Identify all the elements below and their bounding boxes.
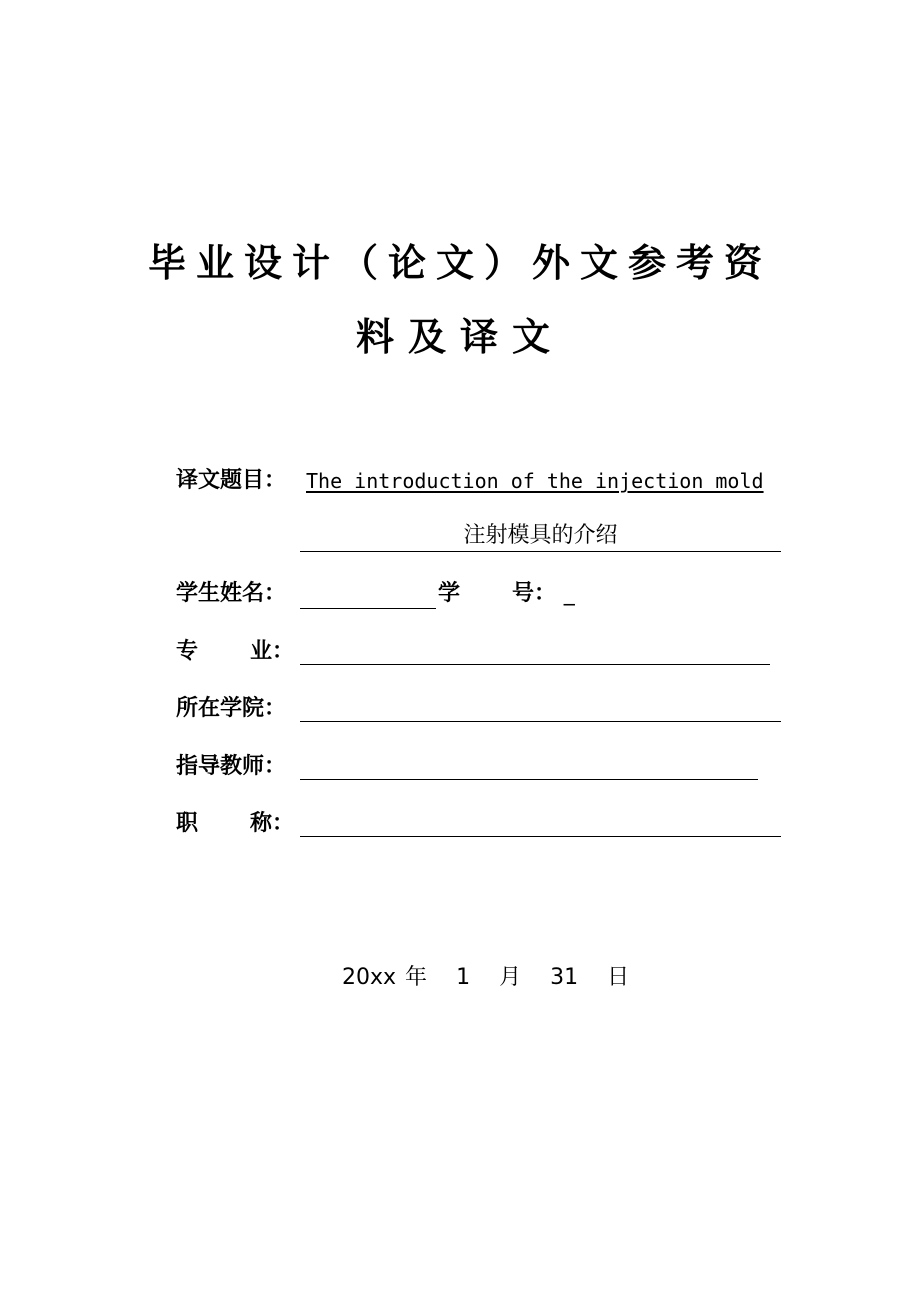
translation-title-chinese: 注射模具的介绍: [300, 521, 781, 552]
student-id-label-part1: 学: [438, 581, 461, 606]
rank-field[interactable]: [300, 806, 781, 837]
college-label: 所在学院：: [176, 696, 287, 721]
major-label-wrap: [250, 636, 294, 668]
student-name-field[interactable]: [300, 578, 436, 609]
date-month: 1: [456, 965, 471, 990]
student-name-row: [176, 578, 286, 610]
date-day: 31: [550, 965, 579, 990]
student-name-label: 学生姓名：: [176, 581, 287, 606]
major-label-part1: 专: [176, 639, 199, 664]
date-day-unit: 日: [607, 965, 630, 990]
major-label-part2: 业：: [250, 639, 295, 664]
rank-label-wrap: [250, 808, 294, 840]
student-id-label-part2: 号：: [512, 581, 557, 606]
advisor-field[interactable]: [300, 749, 758, 780]
major-field[interactable]: [300, 634, 770, 665]
date-year: 20xx: [342, 965, 397, 990]
rank-row: [176, 808, 198, 840]
translation-title-english: The introduction of the injection mold: [306, 469, 764, 493]
date-line: [342, 962, 629, 994]
advisor-row: [176, 751, 286, 783]
student-id-label-wrap: [438, 578, 460, 610]
student-id-field[interactable]: _: [563, 581, 575, 606]
document-title-line-1: 毕业设计（论文）外文参考资: [147, 241, 772, 285]
date-year-unit: 年: [405, 965, 428, 990]
college-field[interactable]: [300, 691, 781, 722]
major-row: [176, 636, 198, 668]
rank-label-part2: 称：: [250, 811, 295, 836]
college-row: [176, 693, 286, 725]
advisor-label: 指导教师：: [176, 754, 287, 779]
translation-title-label: 译文题目：: [176, 468, 287, 493]
document-title-line-2: 料及译文: [355, 315, 564, 359]
rank-label-part1: 职: [176, 811, 199, 836]
translation-title-row: [176, 465, 286, 497]
date-month-unit: 月: [499, 965, 522, 990]
student-id-label-wrap-2: [512, 578, 575, 610]
